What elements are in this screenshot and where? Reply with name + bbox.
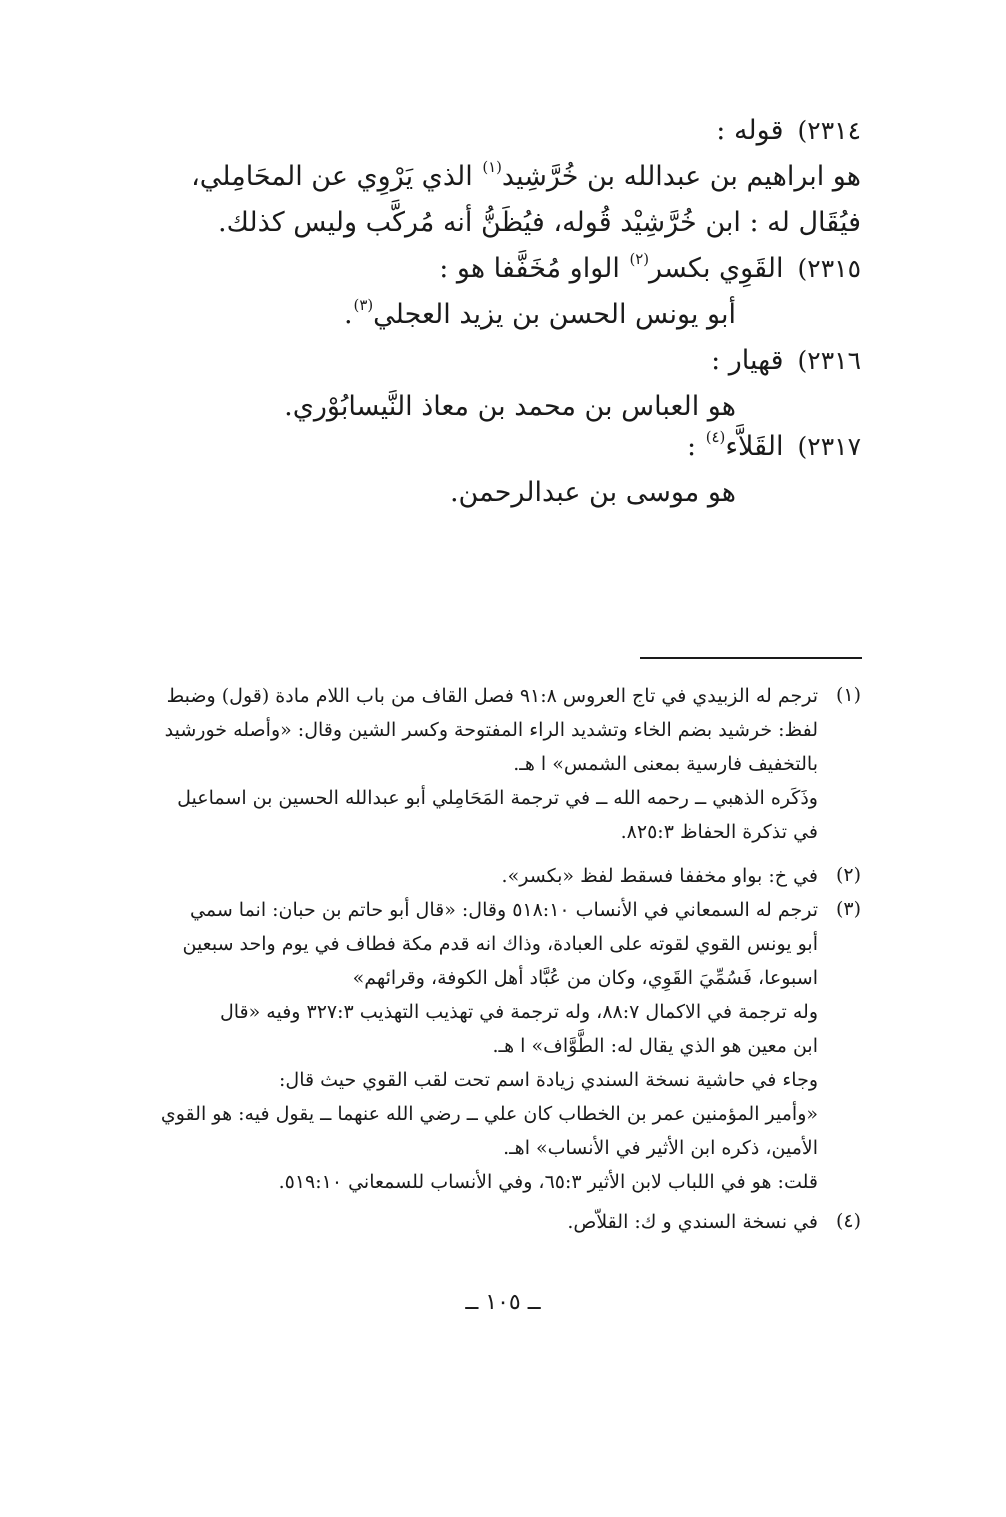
- footnote-line: ابن معين هو الذي يقال له: الطَّوَّاف» ا هـ.: [492, 1035, 818, 1057]
- footnote-line: في تذكرة الحفاظ ٨٢٥:٣.: [620, 821, 818, 843]
- entry-number: ٢٣١٧): [797, 432, 861, 461]
- footnote-line: قلت: هو في اللباب لابن الأثير ٦٥:٣، وفي الأنساب للسمعاني ٥١٩:١٠.: [278, 1171, 818, 1193]
- text-run: أبو يونس الحسن بن يزيد العجلي: [373, 299, 736, 330]
- entry-body-line: [344, 298, 736, 332]
- footnote-ref[interactable]: (٢): [629, 250, 650, 269]
- footnote-line: في نسخة السندي و ك: القلاّص.: [567, 1211, 818, 1233]
- entry-title: [687, 430, 783, 464]
- text-run: الذي يَرْوِي عن المحَامِلي،: [191, 161, 482, 192]
- entry-heading: [439, 252, 861, 286]
- entry-title: قهيار :: [711, 345, 784, 376]
- text-run: هو موسى بن عبدالرحمن.: [449, 477, 736, 508]
- footnote-line: ترجم له الزبيدي في تاج العروس ٩١:٨ فصل القاف من باب اللام مادة (قول) وضبط: [166, 685, 818, 707]
- footnote-line: وله ترجمة في الاكمال ٨٨:٧، وله ترجمة في تهذيب التهذيب ٣٢٧:٣ وفيه «قال: [219, 1001, 818, 1023]
- text-run: الواو مُخَفَّفا هو :: [439, 253, 629, 284]
- footnote-number: (٤): [835, 1210, 861, 1232]
- footnote-number: (٣): [835, 898, 861, 920]
- entry-number: ٢٣١٦): [797, 346, 861, 375]
- footnote-ref[interactable]: (١): [482, 158, 502, 177]
- footnote-line: في خ: بواو مخففا فسقط لفظ «بكسر».: [501, 865, 818, 887]
- page-number: ــ ١٠٥ ــ: [465, 1290, 541, 1315]
- footnote-ref[interactable]: (٤): [705, 428, 726, 447]
- footnote-line: أبو يونس القوي لقوته على العبادة، وذاك انه قدم مكة فطاف في يوم واحد سبعين: [182, 933, 818, 955]
- entry-number: ٢٣١٥): [797, 254, 861, 283]
- entry-body-line: [218, 206, 861, 240]
- entry-title: قوله :: [716, 115, 784, 146]
- footnote-line: الأمين، ذكره ابن الأثير في الأنساب» اهـ.: [503, 1137, 818, 1159]
- footnote-line: ترجم له السمعاني في الأنساب ٥١٨:١٠ وقال: «قال أبو حاتم بن حبان: انما سمي: [190, 899, 818, 921]
- entry-heading: [687, 430, 861, 464]
- text-run: .: [343, 299, 353, 330]
- text-run: فيُقَال له : ابن خُرَّشِيْد قُوله، فيُظَنُّ أنه مُركَّب وليس كذلك.: [218, 207, 861, 238]
- footnote-number: (١): [835, 684, 861, 706]
- footnote-line: بالتخفيف فارسية بمعنى الشمس» ا هـ.: [513, 753, 818, 775]
- entry-heading: [711, 344, 861, 378]
- text-run: هو ابراهيم بن عبدالله بن خُرَّشِيد: [501, 161, 861, 192]
- text-run: هو العباس بن محمد بن معاذ النَّيسابُوْري.: [284, 391, 736, 422]
- text-run: القَلاَّء: [725, 431, 784, 462]
- text-run: القَوِي بكسر: [649, 253, 784, 284]
- footnote-divider: [640, 657, 862, 659]
- footnote-number: (٢): [835, 864, 861, 886]
- text-run: :: [687, 431, 705, 462]
- entry-body-line: [284, 390, 736, 424]
- footnote-line: «وأمير المؤمنين عمر بن الخطاب كان علي ــ رضي الله عنهما ــ يقول فيه: هو القوي: [160, 1103, 818, 1125]
- footnote-ref[interactable]: (٣): [353, 296, 374, 315]
- entry-number: ٢٣١٤): [797, 116, 861, 145]
- footnote-line: اسبوعا، فَسُمِّيَ القَوِي، وكان من عُبَّاد أهل الكوفة، وقرائهم»: [352, 967, 818, 989]
- footnote-line: وذَكَره الذهبي ــ رحمه الله ــ في ترجمة المَحَامِلي أبو عبدالله الحسين بن اسماعيل: [177, 787, 818, 809]
- entry-body-line: [450, 476, 736, 510]
- entry-title: [439, 252, 783, 286]
- entry-body-line: [191, 160, 861, 194]
- footnote-line: لفظ: خرشيد بضم الخاء وتشديد الراء المفتوحة وكسر الشين وقال: «وأصله خورشيد: [164, 719, 818, 741]
- footnote-line: وجاء في حاشية نسخة السندي زيادة اسم تحت لقب القوي حيث قال:: [278, 1069, 818, 1091]
- entry-heading: [716, 114, 861, 148]
